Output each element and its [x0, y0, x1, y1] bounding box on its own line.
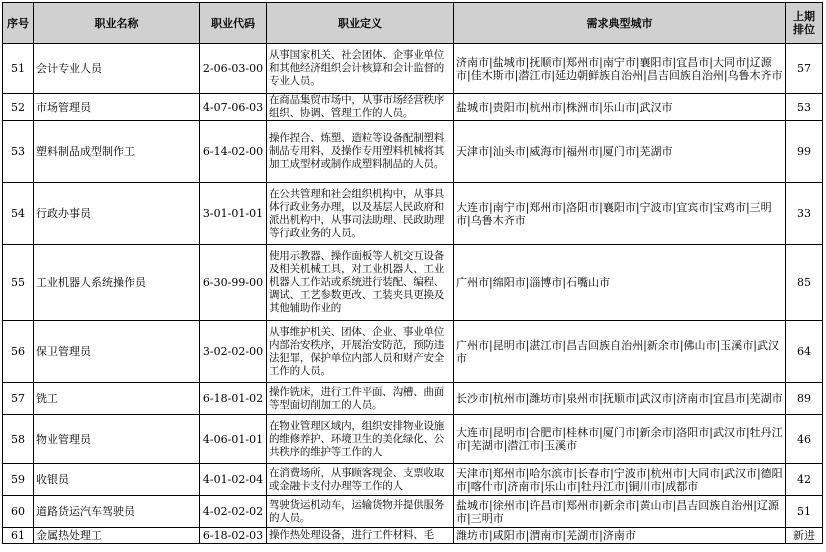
occupation-table — [2, 2, 823, 544]
header-name: 职业名称 — [34, 3, 200, 44]
row-seq: 55 — [3, 245, 34, 321]
row-rank: 42 — [786, 464, 823, 496]
table-row — [3, 44, 823, 94]
row-code: 6-18-02-03 — [200, 528, 267, 544]
row-cities: 广州市|昆明市|湛江市|昌吉回族自治州|新余市|佛山市|玉溪市|武汉市 — [454, 321, 786, 383]
row-cities: 天津市|郑州市|哈尔滨市|长春市|宁波市|杭州市|大同市|武汉市|德阳市|喀什市|济南市|乐山市|牡丹江市|铜川市|成都市 — [454, 464, 786, 496]
row-name: 收银员 — [34, 464, 200, 496]
header-rank — [786, 3, 823, 44]
row-name: 物业管理员 — [34, 415, 200, 464]
table-row — [3, 383, 823, 415]
row-code: 2-06-03-00 — [200, 44, 267, 94]
row-code: 3-01-01-01 — [200, 183, 267, 245]
row-rank: 85 — [786, 245, 823, 321]
row-cities: 天津市|汕头市|威海市|福州市|厦门市|芜湖市 — [454, 121, 786, 183]
row-code: 4-06-01-01 — [200, 415, 267, 464]
row-cities: 盐城市|贵阳市|杭州市|株洲市|乐山市|武汉市 — [454, 94, 786, 121]
row-cities: 济南市|盐城市|抚顺市|郑州市|南宁市|襄阳市|宜昌市|大同市|辽源市|佳木斯市|潜江市|延边朝鲜族自治州|昌吉回族自治州|乌鲁木齐市 — [454, 44, 786, 94]
table-row — [3, 321, 823, 383]
row-code: 3-02-02-00 — [200, 321, 267, 383]
header-seq: 序号 — [3, 3, 34, 44]
row-definition: 操作铣床，进行工件平面、沟槽、曲面等型面切削加工的人员。 — [267, 383, 454, 415]
row-rank: 53 — [786, 94, 823, 121]
header-rank-line1: 上期 — [793, 10, 815, 23]
row-name: 金属热处理工 — [34, 528, 200, 544]
row-rank: 33 — [786, 183, 823, 245]
table-row — [3, 94, 823, 121]
row-definition: 驾驶货运机动车，运输货物并提供服务的人员。 — [267, 496, 454, 528]
table-row — [3, 183, 823, 245]
row-rank: 51 — [786, 496, 823, 528]
row-code: 6-30-99-00 — [200, 245, 267, 321]
row-cities: 广州市|绵阳市|淄博市|石嘴山市 — [454, 245, 786, 321]
row-rank: 57 — [786, 44, 823, 94]
table-row — [3, 121, 823, 183]
header-code: 职业代码 — [200, 3, 267, 44]
row-definition: 在消费场所，从事顾客现金、支票收取或金融卡支付办理等工作的人 — [267, 464, 454, 496]
row-name: 工业机器人系统操作员 — [34, 245, 200, 321]
row-name: 保卫管理员 — [34, 321, 200, 383]
table-row — [3, 415, 823, 464]
row-definition: 在公共管理和社会组织机构中，从事具体行政业务办理，以及基层人民政府和派出机构中，从事司法助理、民政助理等行政业务的人员。 — [267, 183, 454, 245]
row-seq: 60 — [3, 496, 34, 528]
row-name: 市场管理员 — [34, 94, 200, 121]
row-code: 4-07-06-03 — [200, 94, 267, 121]
row-name: 行政办事员 — [34, 183, 200, 245]
row-definition: 操作热处理设备，进行工件材料、毛 — [267, 528, 454, 544]
row-seq: 54 — [3, 183, 34, 245]
row-code: 4-02-02-02 — [200, 496, 267, 528]
row-code: 6-14-02-00 — [200, 121, 267, 183]
row-name: 道路货运汽车驾驶员 — [34, 496, 200, 528]
table-header-row — [3, 3, 823, 44]
row-rank: 89 — [786, 383, 823, 415]
row-seq: 56 — [3, 321, 34, 383]
row-rank: 64 — [786, 321, 823, 383]
row-code: 6-18-01-02 — [200, 383, 267, 415]
row-code: 4-01-02-04 — [200, 464, 267, 496]
row-seq: 53 — [3, 121, 34, 183]
row-definition: 在商品集贸市场中，从事市场经营秩序组织、协调、管理工作的人员。 — [267, 94, 454, 121]
row-seq: 51 — [3, 44, 34, 94]
row-seq: 58 — [3, 415, 34, 464]
table-row — [3, 528, 823, 544]
row-rank: 99 — [786, 121, 823, 183]
row-cities: 大连市|南宁市|郑州市|洛阳市|襄阳市|宁波市|宜宾市|宝鸡市|三明市|乌鲁木齐市 — [454, 183, 786, 245]
row-seq: 61 — [3, 528, 34, 544]
row-rank: 新进 — [786, 528, 823, 544]
table-row — [3, 245, 823, 321]
table-row — [3, 464, 823, 496]
row-rank: 46 — [786, 415, 823, 464]
row-definition: 从事国家机关、社会团体、企事业单位和其他经济组织会计核算和会计监督的专业人员。 — [267, 44, 454, 94]
row-cities: 长沙市|杭州市|潍坊市|泉州市|抚顺市|武汉市|济南市|宜昌市|芜湖市 — [454, 383, 786, 415]
header-definition: 职业定义 — [267, 3, 454, 44]
row-definition: 从事维护机关、团体、企业、事业单位内部治安秩序，开展治安防范，预防违法犯罪，保护单位内部人员和财产安全工作的人员。 — [267, 321, 454, 383]
row-cities: 盐城市|徐州市|许昌市|郑州市|新余市|黄山市|昌吉回族自治州|辽源市|三明市 — [454, 496, 786, 528]
row-name: 塑料制品成型制作工 — [34, 121, 200, 183]
header-cities: 需求典型城市 — [454, 3, 786, 44]
row-definition: 操作捏合、炼塑、造粒等设备配制塑料制品专用料，及操作专用塑料机械将其加工成型材或制作成塑料制品的人员。 — [267, 121, 454, 183]
row-definition: 使用示教器、操作面板等人机交互设备及相关机械工具，对工业机器人、工业机器人工作站或系统进行装配、编程、调试、工艺参数更改、工装夹具更换及其他辅助作业的 — [267, 245, 454, 321]
row-cities: 潍坊市|咸阳市|渭南市|芜湖市|济南市 — [454, 528, 786, 544]
row-name: 铣工 — [34, 383, 200, 415]
header-rank-line2: 排位 — [793, 23, 815, 36]
row-name: 会计专业人员 — [34, 44, 200, 94]
row-definition: 在物业管理区域内，组织安排物业设施的维修养护、环境卫生的美化绿化、公共秩序的维护等工作的人 — [267, 415, 454, 464]
row-seq: 52 — [3, 94, 34, 121]
table-row — [3, 496, 823, 528]
row-seq: 57 — [3, 383, 34, 415]
row-cities: 大连市|昆明市|合肥市|桂林市|厦门市|新余市|洛阳市|武汉市|牡丹江市|芜湖市|潜江市|玉溪市 — [454, 415, 786, 464]
row-seq: 59 — [3, 464, 34, 496]
